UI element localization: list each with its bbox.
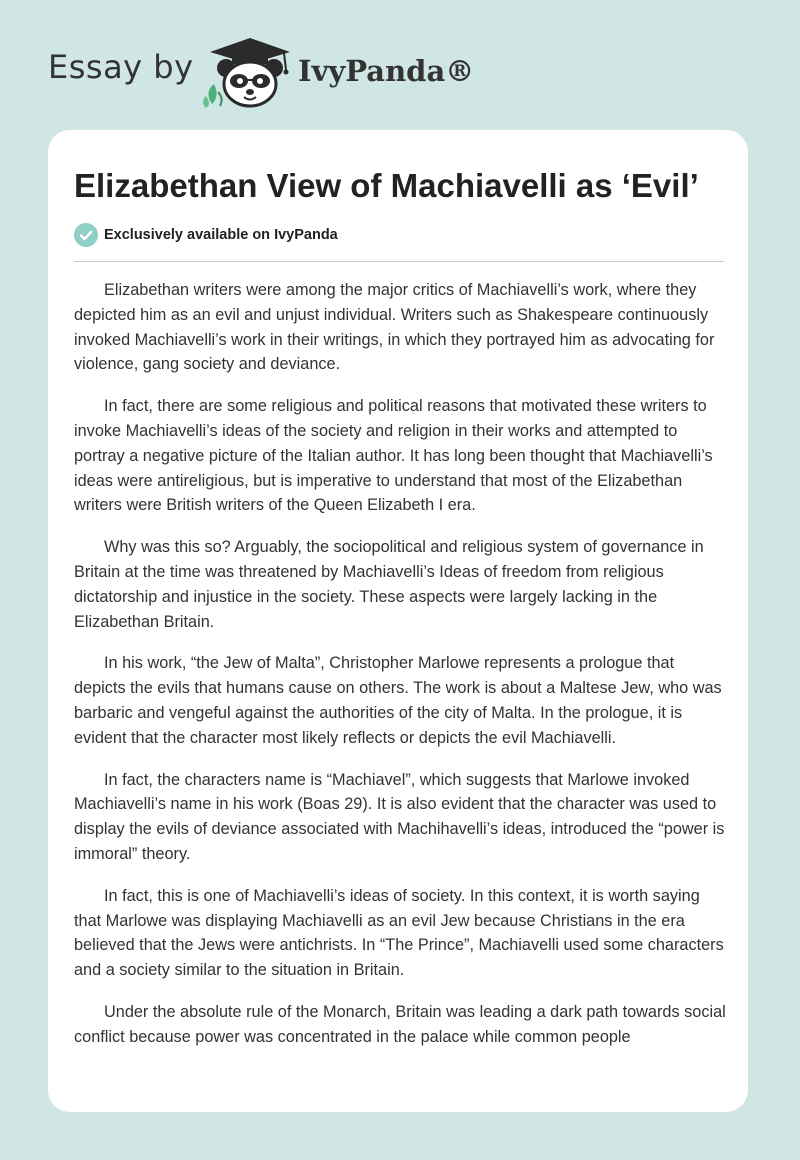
paragraph: Why was this so? Arguably, the sociopolitical and religious system of governance in Britain at the time was threatened by Machiavelli’s Ideas of freedom from religious dictatorship and injustice in the society. These aspects were largely lacking in the Elizabethan Britain. [74, 538, 704, 631]
paragraph: In his work, “the Jew of Malta”, Christopher Marlowe represents a prologue that depicts the evils that humans cause on others. The work is about a Maltese Jew, who was barbaric and vengeful against the authorities of the city of Malta. In the prologue, it is evident that the character most likely reflects or depicts the evil Machiavelli. [74, 654, 722, 747]
exclusive-badge [74, 222, 338, 248]
paragraph: Under the absolute rule of the Monarch, Britain was leading a dark path towards social conflict because power was concentrated in the palace while common people [74, 1002, 726, 1046]
site-header [0, 0, 800, 130]
panda-graduate-icon [200, 34, 296, 110]
check-circle-icon [74, 223, 98, 247]
essay-body [74, 278, 728, 1067]
paragraph: In fact, there are some religious and political reasons that motivated these writers to invoke Machiavelli’s ideas of the society and religion in their works and attempted to portray a negative picture of the Italian author. It has long been thought that Machiavelli’s ideas were antireligious, but is imperative to understand that most of the Elizabethan writers were British writers of the Queen Elizabeth I era. [74, 397, 713, 515]
paragraph: Elizabethan writers were among the major critics of Machiavelli’s work, where they depicted him as an evil and unjust individual. Writers such as Shakespeare continuously invoked Machiavelli’s work in their writings, in which they portrayed him as advocating for violence, gang society and deviance. [74, 281, 715, 374]
essay-card [48, 130, 748, 1112]
paragraph: In fact, the characters name is “Machiavel”, which suggests that Marlowe invoked Machiavelli’s name in his work (Boas 29). It is also evident that the character was used to display the evils of deviance associated with Machihavelli’s ideas, introduced the “power is immoral” theory. [74, 770, 725, 863]
brand-name[interactable]: IvyPanda® [298, 54, 475, 88]
essay-by-label: Essay by [48, 48, 194, 86]
exclusive-label: Exclusively available on IvyPanda [104, 227, 338, 243]
paragraph: In fact, this is one of Machiavelli’s ideas of society. In this context, it is worth saying that Marlowe was displaying Machiavelli as an evil Jew because Christians in the era believed that the Jews were antichrists. In “The Prince”, Machiavelli used some characters and a society similar to the situation in Britain. [74, 886, 724, 980]
page-title: Elizabethan View of Machiavelli as ‘Evil’ [74, 167, 699, 204]
divider [74, 261, 724, 262]
